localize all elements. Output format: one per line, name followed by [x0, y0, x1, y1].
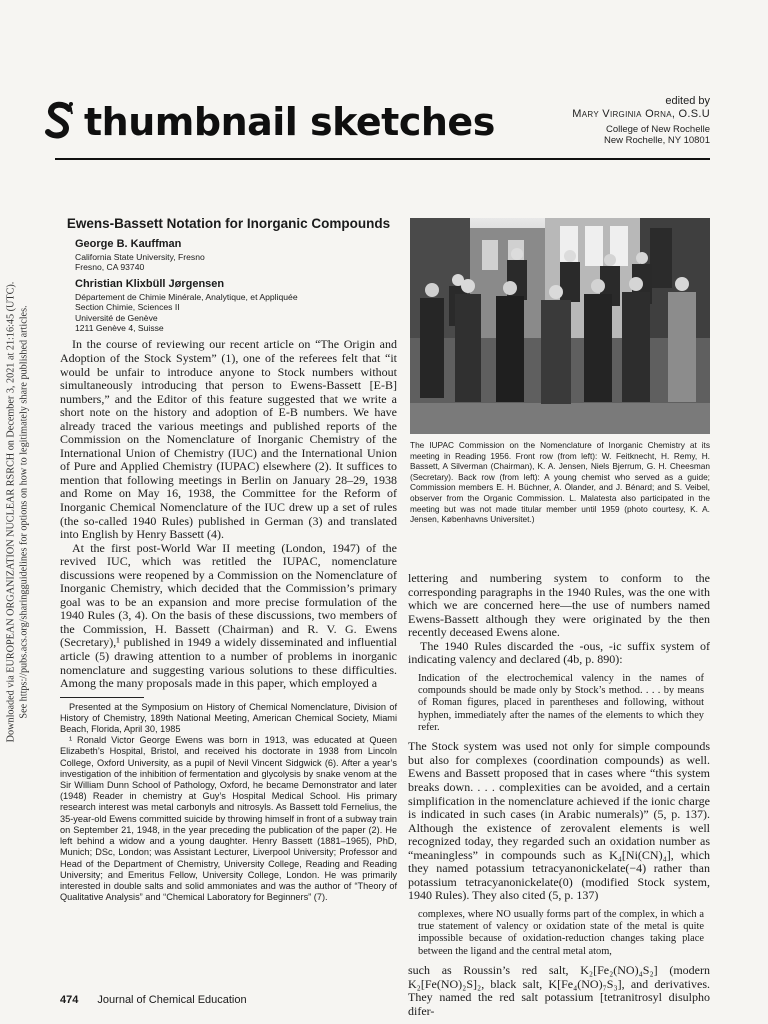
masthead-title: thumbnail sketches [84, 100, 495, 144]
editor-affiliation-1: College of New Rochelle [605, 124, 710, 135]
group-photo-image [410, 218, 710, 434]
edited-by-label: edited by [665, 95, 710, 107]
download-notice-line-2: See https://pubs.acs.org/sharingguidelines for options on how to legitimately share published articles. [18, 305, 29, 719]
affiliation-line: 1211 Genève 4, Suisse [75, 323, 164, 334]
affiliation-line: Fresno, CA 93740 [75, 262, 145, 273]
article-body-right [408, 572, 710, 667]
chemistry-s-logo-icon [44, 100, 76, 144]
block-quote: complexes, where NO usually forms part of the complex, in which a true statement of valency or oxidation state of the metal is quite impossible because of oxidation-reduction changes taking place between the ligand and the central metal atom, [418, 908, 704, 957]
header-rule [55, 158, 710, 160]
paragraph: At the first post-World War II meeting (London, 1947) of the revived IUC, which was retitled the IUPAC, nomenclature discussions were reopened by a Commission on the Nomenclature of Inorganic Chemistry, which decided that the Commission’s primary goal was to be an expansion and more precise formulation of the 1940 Rules (3, 4). On the basis of these discussions, two members of the Commission, H. Bassett (Chairman) and R. V. G. Ewens (Secretary),¹ published in 1949 a widely disseminated and influential article (5) drawing attention to a number of problems in inorganic nomenclature and suggesting various solutions to these difficulties. Among the many proposals made in this paper, which employed a [60, 540, 397, 691]
article-body-right-3 [408, 964, 710, 1018]
editor-affiliation-2: New Rochelle, NY 10801 [604, 135, 710, 146]
article-body-right-2 [408, 740, 710, 903]
footnote: ¹ Ronald Victor George Ewens was born in 1913, was educated at Queen Elizabeth’s Hospital, Bristol, and received his doctorate in 1938 from Lincoln College, Oxford University, as a pupil of Nevil Vincent Sidgwick (6). After a year’s investigation of the inhibition of fermentation and glycolysis by snake venom at the Sir William Dunn School of Pathology, Oxford, he became Demonstrator and later (1948) Reader in chemistry at Guy’s Hospital Medical School. His primary research interest was metal carbonyls and nitrosyls. As Bassett told Fernelius, the 35-year-old Ewens committed suicide by throwing himself in front of a subway train on September 21, 1948, in the year preceding the publication of the paper (2). He left behind a widow and a young daughter. Henry Bassett (1881–1965), PhD, Munich; DSc, London; was Assistant Lecturer, Liverpool University; Professor and Head of the Department of Chemistry, University College, Reading and Reading University; and Emeritus Fellow, University College, London. He was primarily interested in double salts and solid ammoniates and was the author of “Theory of Qualitative Analysis” and “Chemical Laboratory for Beginners” (7). [60, 735, 397, 903]
paragraph: In the course of reviewing our recent article on “The Origin and Adoption of the Stock System” (1), one of the referees felt that “it would be unfair to introduce anyone to Stock numbers without simultaneously introducing that person to Ewens-Bassett [E-B] numbers,” and the Editor of this feature suggested that we write a short note on the history and adoption of E-B numbers. We have already traced the various meetings and published reports of the Commission on the Nomenclature of Inorganic Chemistry of the International Union of Chemistry (IUC) and the International Union of Pure and Applied Chemistry (IUPAC) elsewhere (2). It suffices to mention that following meetings in Berlin on January 28–29, 1938 and Rome on May 16, 1938, the Committee for the Reform of Inorganic Chemical Nomenclature of the IUC drew up a set of rules (the so-called 1940 Rules) published in German (3) and translated into English by Henry Bassett (4). [60, 337, 397, 542]
article-title: Ewens-Bassett Notation for Inorganic Compounds [66, 216, 391, 231]
right-column [408, 572, 710, 1018]
page-footer [60, 994, 710, 1006]
paragraph: The 1940 Rules discarded the -ous, -ic suffix system of indicating valency and declared (4b, p. 890): [408, 638, 710, 667]
author-name: George B. Kauffman [75, 238, 182, 250]
footnotes [60, 702, 397, 904]
download-notice-line-1: Downloaded via EUROPEAN ORGANIZATION NUCLEAR RSRCH on December 3, 2021 at 21:16:45 (UTC). [5, 281, 17, 743]
journal-name: Journal of Chemical Education [97, 994, 247, 1006]
author-affiliation [75, 292, 397, 334]
commission-photo [410, 218, 710, 434]
masthead [44, 100, 495, 144]
editor-name: Mary Virginia Orna, O.S.U [572, 108, 710, 120]
footnote-rule [60, 697, 144, 698]
footnote: Presented at the Symposium on History of Chemical Nomenclature, Division of History of Chemistry, 189th National Meeting, American Chemical Society, Miami Beach, Florida, April 30, 1985 [60, 701, 397, 735]
paragraph: such as Roussin’s red salt, K₂[Fe₂(NO)₄S₂] (modern K₂[Fe(NO)₂S]₂, black salt, K[Fe₄(NO)₇S₃], and derivatives. They named the red salt potassium [tetranitrosyl disulpho difer- [408, 963, 710, 1018]
page-number: 474 [60, 994, 79, 1006]
block-quote: Indication of the electrochemical valency in the names of compounds should be made only by Stock’s method. . . . by means of Roman figures, placed in parentheses and following, without hyphen, immediately after the names of the elements to which they refer. [418, 672, 704, 734]
author-affiliation [75, 252, 397, 273]
left-column [60, 216, 397, 903]
article-body-left [60, 338, 397, 690]
affiliation-line: Section Chimie, Sciences II [75, 302, 180, 313]
affiliation-line: Université de Genève [75, 312, 158, 323]
author-name: Christian Klixbüll Jørgensen [75, 277, 225, 290]
paragraph: The Stock system was used not only for simple compounds but also for complexes (coordination compounds) as well. Ewens and Bassett proposed that in cases where “this system breaks down. . . . complexities can be avoided, and a certain simplification in the nomenclature achieved if the ionic charge is indicated in such cases (in Arabic numerals)” (5, p. 137). Although the existence of zerovalent elements is well recognized today, they regarded such an oxidation number as “meaningless” in compounds such as K₄[Ni(CN)₄], which they named potassium tetracyanonickelate(−4) rather than potassium tetracyanonickelate(0) (modified Stock system, 1940 Rules). They also cited (5, p. 137) [408, 739, 710, 903]
photo-caption: The IUPAC Commission on the Nomenclature of Inorganic Chemistry at its meeting in Reading 1956. Front row (from left): W. Feitknecht, H. Remy, H. Bassett, A Silverman (Chairman), K. A. Jensen, Niels Bjerrum, G. H. Cheesman (Secretary). Back row (from left): A young chemist who served as a guide; Commission members E. H. Büchner, A. Ölander, and J. Bénard; and S. Veibel, observer from the Organic Commission. L. Malatesta also participated in the meeting but was not made titular member until 1959 (photo courtesy, K. A. Jensen, Københavns Universitet.) [410, 440, 710, 525]
affiliation-line: California State University, Fresno [75, 252, 205, 262]
affiliation-line: Département de Chimie Minérale, Analytique, et Appliquée [75, 291, 298, 302]
editor-block [572, 95, 710, 146]
paragraph: lettering and numbering system to conform to the corresponding paragraphs in the 1940 Rules, was the one with which we are concerned here—the use of numbers named Ewens-Bassett although they were originated by the then recently deceased Ewens alone. [408, 571, 710, 640]
